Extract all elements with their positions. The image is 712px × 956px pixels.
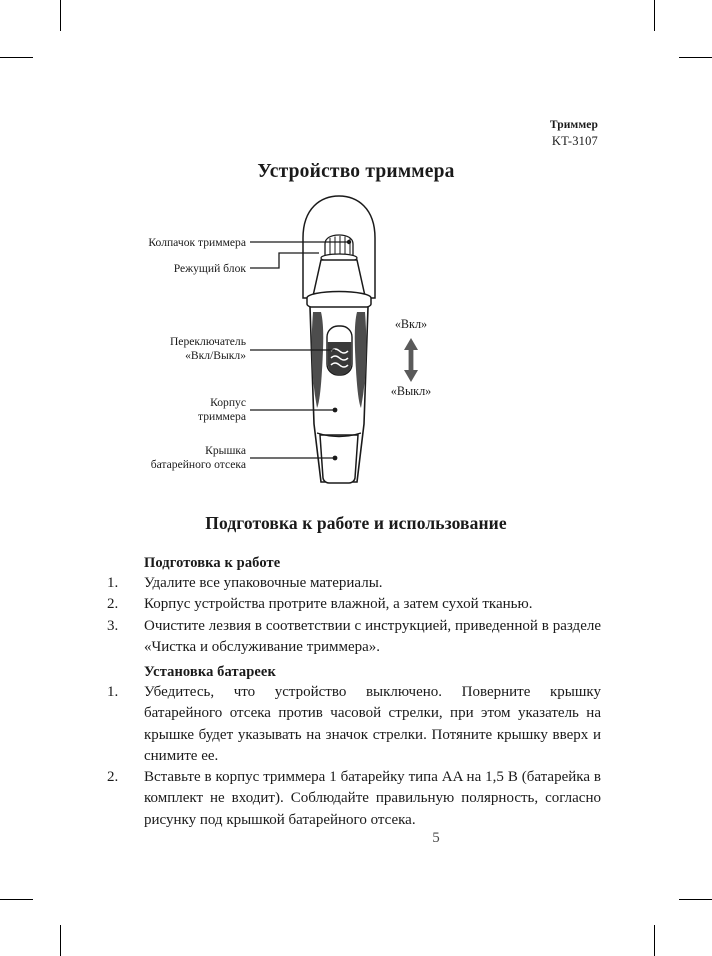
callout-label-blade: Режущий блок [173, 262, 246, 275]
callout-label-battery-cap-line1: Крышка [205, 444, 246, 457]
callout-label-body-line2: триммера [198, 410, 246, 423]
step-number: 2. [107, 769, 119, 786]
step-text: Очистите лезвия в соответствии с инструкцией, приведенной в разделе «Чистка и обслуживание триммера». [144, 617, 601, 655]
list-item [107, 616, 601, 659]
product-name: Триммер [549, 119, 598, 131]
cutting-block-head [325, 235, 353, 256]
leader-dot-cap [347, 240, 351, 244]
callout-label-battery-cap-line2: батарейного отсека [150, 458, 246, 471]
model-code: KT-3107 [551, 133, 598, 148]
subheading-battery: Установка батареек [144, 664, 276, 680]
switch-state-on-label: «Вкл» [394, 317, 428, 331]
section-battery [107, 664, 601, 831]
list-item [107, 594, 601, 615]
leader-dot-battery-cap [333, 456, 338, 461]
callout-label-body-line1: Корпус [210, 396, 246, 409]
step-number: 3. [107, 617, 119, 634]
callout-label-switch-line2: «Вкл/Выкл» [185, 349, 246, 362]
switch-state-off-label: «Выкл» [390, 384, 432, 398]
step-text: Корпус устройства протрите влажной, а затем сухой тканью. [144, 596, 533, 613]
step-number: 1. [107, 575, 119, 591]
heading-prepare-and-use: Подготовка к работе и использование [205, 513, 507, 533]
callout-label-switch-line1: Переключатель [169, 335, 246, 348]
battery-cap-shape [320, 435, 358, 483]
step-number: 1. [107, 684, 119, 700]
heading-device-diagram: Устройство триммера [257, 161, 455, 182]
step-text: Вставьте в корпус триммера 1 батарейку типа AA на 1,5 В (батарейка в комплект не входит). Соблюдайте правильную полярность, согласно рисунку под крышкой батарейного отсека. [144, 769, 601, 828]
list-item [107, 573, 601, 594]
trimmer-diagram-svg [121, 190, 591, 500]
callout-label-cap: Колпачок триммера [148, 236, 246, 249]
running-head [550, 118, 598, 149]
step-list-battery [107, 682, 601, 831]
step-list-prepare [107, 573, 601, 658]
step-number: 2. [107, 596, 119, 613]
switch-direction-arrow-icon [404, 338, 418, 382]
list-item [107, 767, 601, 831]
cutting-block-body [313, 260, 365, 296]
leader-dot-body [333, 408, 338, 413]
step-text: Убедитесь, что устройство выключено. Поверните крышку батарейного отсека против часовой стрелки, при этом указатель на крышке будет указывать на значок стрелки. Потяните крышку вверх и снимите ее. [144, 684, 601, 764]
page-number: 5 [432, 830, 440, 846]
list-item [107, 682, 601, 767]
trimmer-diagram-figure [0, 190, 712, 500]
step-text: Удалите все упаковочные материалы. [144, 575, 383, 591]
section-prepare [107, 555, 601, 658]
subheading-prepare: Подготовка к работе [144, 555, 281, 571]
